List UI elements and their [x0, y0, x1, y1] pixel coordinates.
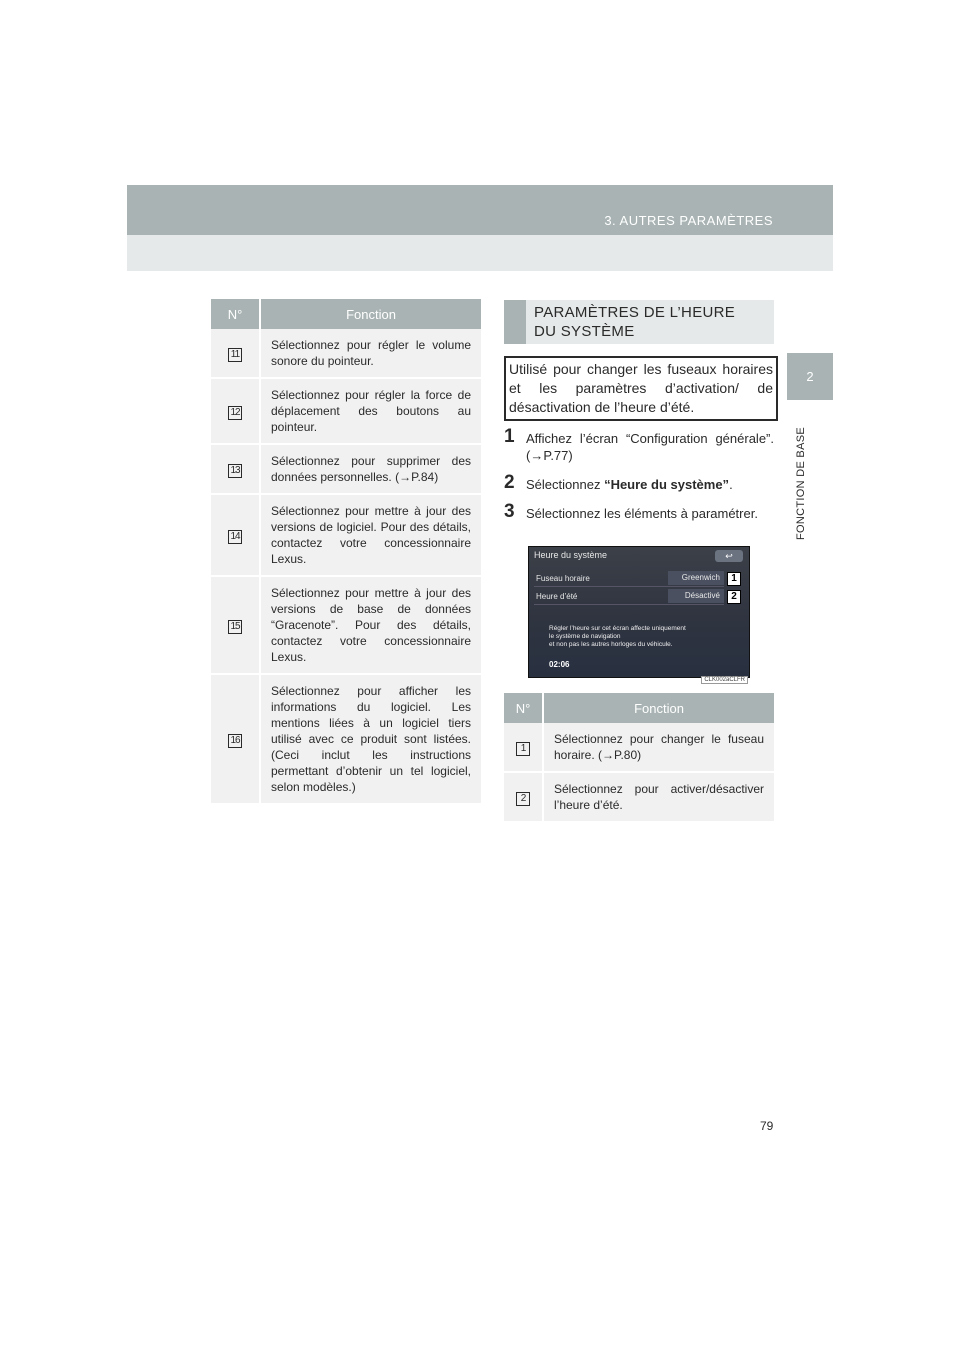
row-text: Sélectionnez pour mettre à jour des versions de base de données “Gracenote”. Pour des détails, contactez votre concessionnaire Lexus. — [260, 576, 481, 674]
chapter-tab: 2 — [787, 353, 833, 400]
step-text: Sélectionnez “Heure du système”. — [526, 477, 733, 492]
col-num-header: N° — [504, 693, 543, 723]
time-zone-value: Greenwich — [668, 571, 724, 585]
dst-label: Heure d’été — [536, 592, 578, 601]
step-3 — [504, 501, 774, 522]
image-code: CLK002aCLFR — [701, 676, 748, 684]
table-row — [211, 576, 481, 674]
section-title — [534, 303, 735, 341]
number-badge: 14 — [228, 530, 242, 544]
row-text: Sélectionnez pour mettre à jour des versions de logiciel. Pour des détails, contactez votre concessionnaire Lexus. — [260, 494, 481, 576]
table-header-row — [211, 299, 481, 329]
number-badge: 16 — [228, 734, 242, 748]
table-row — [211, 444, 481, 494]
left-function-table — [211, 299, 481, 805]
table-row — [504, 723, 774, 772]
chapter-label: FONCTION DE BASE — [795, 427, 807, 540]
callout-1: 1 — [727, 572, 741, 586]
back-icon[interactable]: ↩ — [715, 550, 743, 562]
callout-2: 2 — [727, 590, 741, 604]
table-header-row — [504, 693, 774, 723]
section-title-line2: DU SYSTÈME — [534, 323, 635, 340]
step-2 — [504, 472, 774, 493]
row-text: Sélectionnez pour changer le fuseau horaire. (→P.80) — [543, 723, 774, 772]
table-row — [211, 674, 481, 804]
header-band — [127, 185, 833, 235]
time-zone-label: Fuseau horaire — [536, 574, 590, 583]
dst-row[interactable] — [534, 589, 724, 605]
row-text: Sélectionnez pour supprimer des données personnelles. (→P.84) — [260, 444, 481, 494]
clock-display: 02:06 — [549, 660, 570, 669]
step-number: 1 — [504, 426, 515, 447]
section-title-line1: PARAMÈTRES DE L’HEURE — [534, 304, 736, 321]
table-row — [211, 378, 481, 444]
number-badge: 2 — [516, 792, 530, 806]
step-text: Sélectionnez les éléments à paramétrer. — [526, 506, 758, 521]
col-func-header: Fonction — [543, 693, 774, 723]
time-zone-row[interactable] — [534, 571, 724, 587]
page-number: 79 — [760, 1119, 774, 1133]
step-text: Affichez l’écran “Configuration générale”. (→P.77) — [526, 431, 774, 463]
table-row — [211, 494, 481, 576]
col-func-header: Fonction — [260, 299, 481, 329]
table-row — [504, 772, 774, 822]
step-number: 3 — [504, 501, 515, 522]
step-bold-term: “Heure du système” — [604, 477, 730, 492]
row-text: Sélectionnez pour afficher les informations du logiciel. Les mentions liées à un logiciel tiers utilisé avec ce produit sont listées. (Ceci inclut les instructions permettant d’obtenir un tel logiciel, selon modèles.) — [260, 674, 481, 804]
number-badge: 11 — [228, 348, 242, 362]
table-row — [211, 329, 481, 378]
number-badge: 15 — [228, 620, 242, 634]
step-number: 2 — [504, 472, 515, 493]
number-badge: 13 — [228, 464, 242, 478]
right-function-table — [504, 693, 774, 823]
section-header: 3. AUTRES PARAMÈTRES — [604, 213, 773, 228]
screen-title: Heure du système — [534, 550, 608, 560]
header-sub-band — [127, 235, 833, 271]
section-heading — [504, 300, 774, 344]
screen-message: Régler l’heure sur cet écran affecte uniquement le système de navigation et non pas les autres horloges du véhicule. — [549, 625, 686, 648]
number-badge: 12 — [228, 406, 242, 420]
row-text: Sélectionnez pour régler le volume sonore du pointeur. — [260, 329, 481, 378]
step-1 — [504, 426, 774, 464]
dst-value: Désactivé — [668, 589, 724, 603]
row-text: Sélectionnez pour régler la force de déplacement des boutons au pointeur. — [260, 378, 481, 444]
number-badge: 1 — [516, 742, 530, 756]
row-text: Sélectionnez pour activer/désactiver l’heure d’été. — [543, 772, 774, 822]
intro-box: Utilisé pour changer les fuseaux horaires et les paramètres d’activation/ de désactivation de l’heure d’été. — [504, 356, 778, 421]
heading-accent-bar — [504, 300, 526, 344]
col-num-header: N° — [211, 299, 260, 329]
system-time-screen — [528, 546, 750, 683]
